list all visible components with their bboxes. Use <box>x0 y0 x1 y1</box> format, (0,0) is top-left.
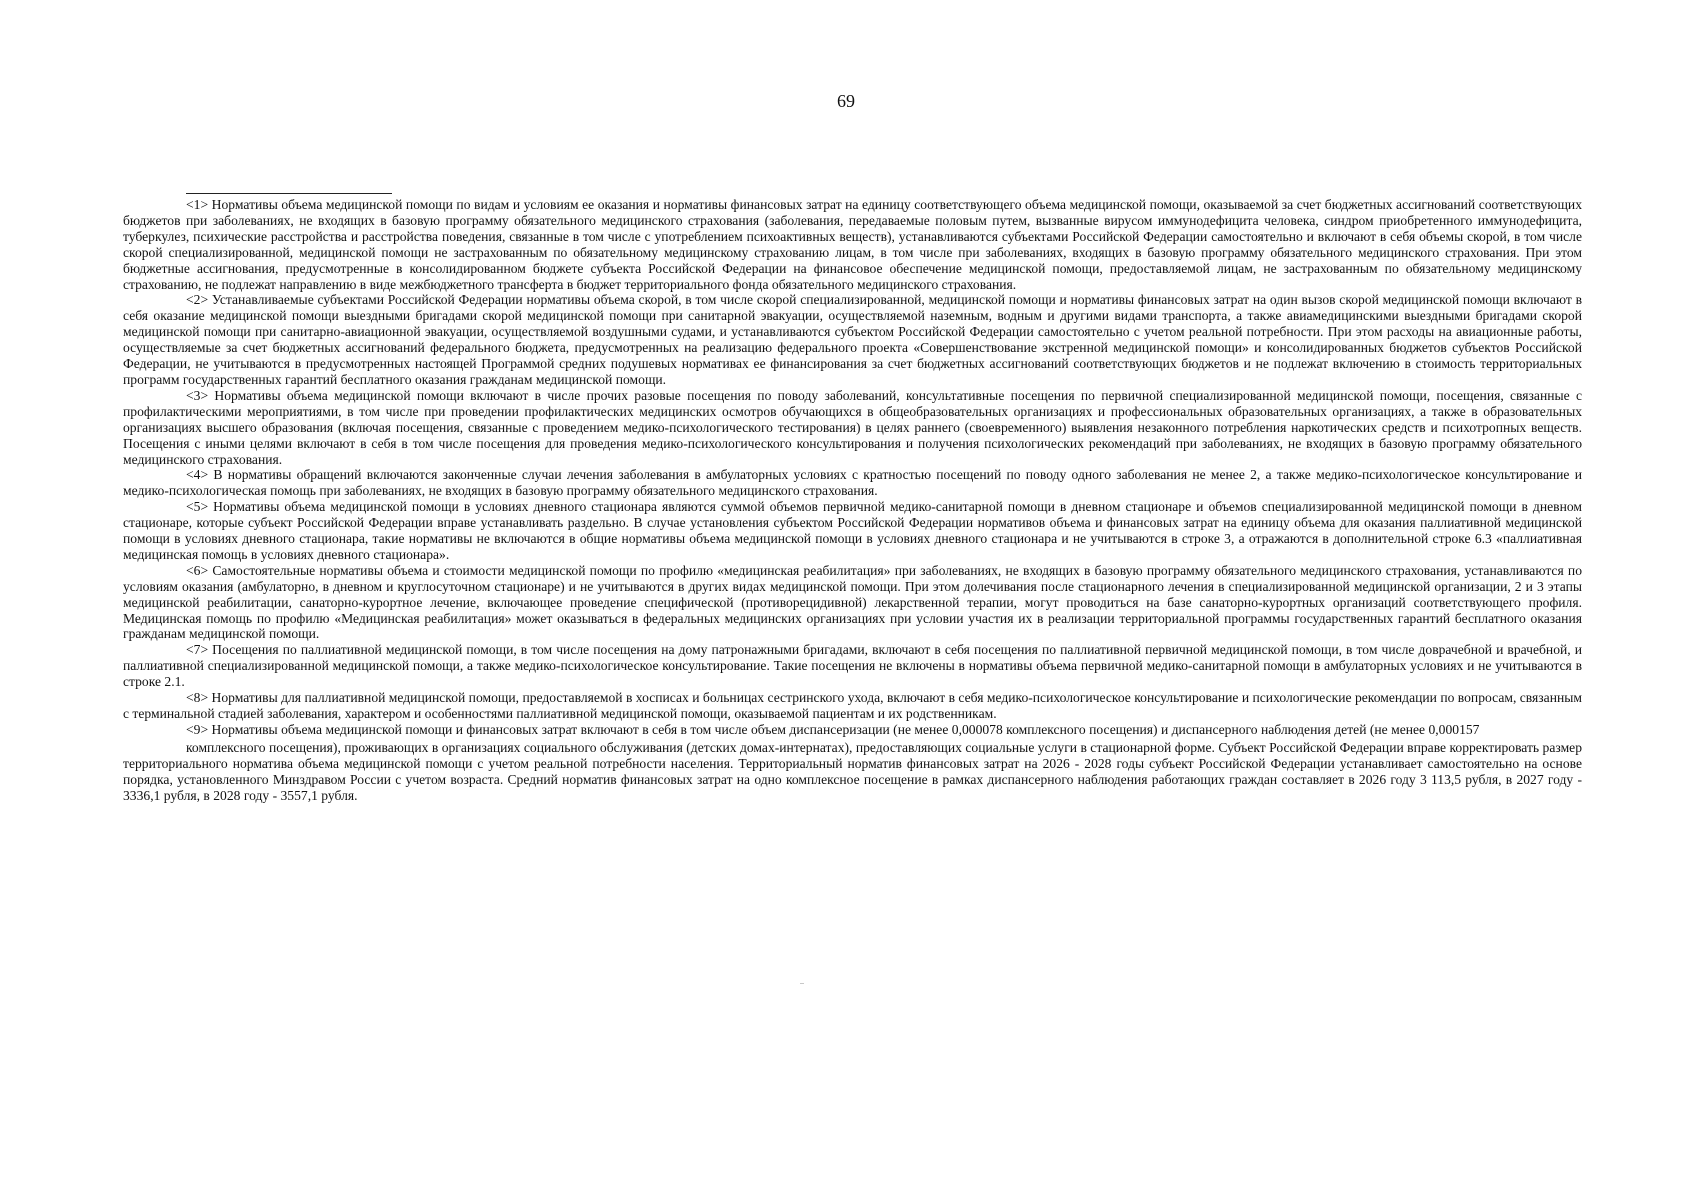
footnote-5: <5> Нормативы объема медицинской помощи в условиях дневного стационара являются суммой объемов первичной медико-санитарной помощи в дневном стационаре и объемов специализированной медицинской помощи в дневном стационаре, которые субъект Российской Федерации вправе устанавливать раздельно. В случае установления субъектом Российской Федерации нормативов объема и финансовых затрат на единицу объема для оказания паллиативной медицинской помощи в условиях дневного стационара, такие нормативы не включаются в общие нормативы объема медицинской помощи в условиях дневного стационара и не учитываются в строке 3, а отражаются в дополнительной строке 6.3 «паллиативная медицинская помощь в условиях дневного стационара». <box>123 499 1582 562</box>
footnote-9: <9> Нормативы объема медицинской помощи и финансовых затрат включают в себя в том числе объем диспансеризации (не менее 0,000078 комплексного посещения) и диспансерного наблюдения детей (не менее 0,000157 <box>186 721 1480 737</box>
footnote-6: <6> Самостоятельные нормативы объема и стоимости медицинской помощи по профилю «медицинская реабилитация» при заболеваниях, не входящих в базовую программу обязательного медицинского страхования, устанавливаются по условиям оказания (амбулаторно, в дневном и круглосуточном стационаре) и не учитываются в других видах медицинской помощи. При этом долечивания после стационарного лечения в специализированной медицинской организации, 2 и 3 этапы медицинской реабилитации, санаторно-курортное лечение, включающее проведение специфической (противорецидивной) лекарственной терапии, могут проводиться на базе санаторно-курортных организаций соответствующего профиля. Медицинская помощь по профилю «Медицинская реабилитация» может оказываться в федеральных медицинских организациях при условии участия их в реализации территориальной программы государственных гарантий бесплатного оказания гражданам медицинской помощи. <box>123 562 1582 642</box>
footnote-1: <1> Нормативы объема медицинской помощи по видам и условиям ее оказания и нормативы финансовых затрат на единицу соответствующего объема медицинской помощи, оказываемой за счет бюджетных ассигнований соответствующих бюджетов при заболеваниях, не входящих в базовую программу обязательного медицинского страхования (заболевания, передаваемые половым путем, вызванные вирусом иммунодефицита человека, синдром приобретенного иммунодефицита, туберкулез, психические расстройства и расстройства поведения, связанные в том числе с употреблением психоактивных веществ), устанавливаются субъектами Российской Федерации самостоятельно и включают в себя объемы скорой, в том числе скорой специализированной, медицинской помощи не застрахованным по обязательному медицинскому страхованию лицам, в том числе при заболеваниях, входящих в базовую программу обязательного медицинского страхования. При этом бюджетные ассигнования, предусмотренные в консолидированном бюджете субъекта Российской Федерации на финансовое обеспечение медицинской помощи, предоставляемой лицам, не застрахованным по обязательному медицинскому страхованию, не подлежат направлению в виде межбюджетного трансферта в бюджет территориального фонда обязательного медицинского страхования. <box>123 197 1582 292</box>
page-number: 69 <box>837 91 855 111</box>
scan-artifact <box>800 983 804 984</box>
footnote-8: <8> Нормативы для паллиативной медицинской помощи, предоставляемой в хосписах и больницах сестринского ухода, включают в себя медико-психологическое консультирование и психологические рекомендации по вопросам, связанным с терминальной стадией заболевания, характером и особенностями паллиативной медицинской помощи, оказываемой пациентам и их родственникам. <box>123 690 1582 721</box>
footnote-4: <4> В нормативы обращений включаются законченные случаи лечения заболевания в амбулаторных условиях с кратностью посещений по поводу одного заболевания не менее 2, а также медико-психологическое консультирование и медико-психологическая помощь при заболеваниях, не входящих в базовую программу обязательного медицинского страхования. <box>123 467 1582 499</box>
footnote-2: <2> Устанавливаемые субъектами Российской Федерации нормативы объема скорой, в том числе скорой специализированной, медицинской помощи и нормативы финансовых затрат на один вызов скорой медицинской помощи включают в себя оказание медицинской помощи выездными бригадами скорой медицинской помощи при санитарной эвакуации, осуществляемой наземным, водным и другими видами транспорта, а также авиамедицинскими выездными бригадами скорой медицинской помощи при санитарно-авиационной эвакуации, осуществляемой воздушными судами, и устанавливаются субъектом Российской Федерации самостоятельно с учетом реальной потребности. При этом расходы на авиационные работы, осуществляемые за счет бюджетных ассигнований федерального бюджета, предусмотренных на реализацию федерального проекта «Совершенствование экстренной медицинской помощи» и консолидированных бюджетов субъектов Российской Федерации, не учитываются в предусмотренных настоящей Программой средних подушевых нормативах ее финансирования за счет бюджетных ассигнований соответствующих бюджетов и не подлежат включению в стоимость территориальных программ государственных гарантий бесплатного оказания гражданам медицинской помощи. <box>123 292 1582 387</box>
footnote-separator <box>186 193 392 194</box>
footnote-9-continuation: комплексного посещения), проживающих в организациях социального обслуживания (детских домах-интернатах), предоставляющих социальные услуги в стационарной форме. Субъект Российской Федерации вправе корректировать размер территориального норматива объема медицинской помощи с учетом реальной потребности населения. Территориальный норматив финансовых затрат на 2026 - 2028 годы субъект Российской Федерации устанавливает самостоятельно на основе порядка, установленного Минздравом России с учетом возраста. Средний норматив финансовых затрат на одно комплексное посещение в рамках диспансерного наблюдения работающих граждан составляет в 2026 году 3 113,5 рубля, в 2027 году - 3336,1 рубля, в 2028 году - 3557,1 рубля. <box>123 739 1582 803</box>
footnote-3: <3> Нормативы объема медицинской помощи включают в числе прочих разовые посещения по поводу заболеваний, консультативные посещения по первичной специализированной медицинской помощи, посещения, связанные с профилактическими мероприятиями, в том числе при проведении профилактических медицинских осмотров обучающихся в общеобразовательных организациях и профессиональных образовательных организациях, а также в образовательных организациях высшего образования (включая посещения, связанные с проведением медико-психологического тестирования) в целях раннего (своевременного) выявления незаконного потребления наркотических средств и психотропных веществ. Посещения с иными целями включают в себя в том числе посещения для проведения медико-психологического консультирования и получения психологических рекомендаций при заболеваниях, не входящих в базовую программу обязательного медицинского страхования. <box>123 387 1582 467</box>
footnotes-block <box>123 197 1582 803</box>
footnote-7: <7> Посещения по паллиативной медицинской помощи, в том числе посещения на дому патронажными бригадами, включают в себя посещения по паллиативной первичной медицинской помощи, в том числе доврачебной и врачебной, и паллиативной специализированной медицинской помощи, а также медико-психологическое консультирование. Такие посещения не включены в нормативы объема первичной медико-санитарной помощи в амбулаторных условиях и не учитываются в строке 2.1. <box>123 642 1582 690</box>
